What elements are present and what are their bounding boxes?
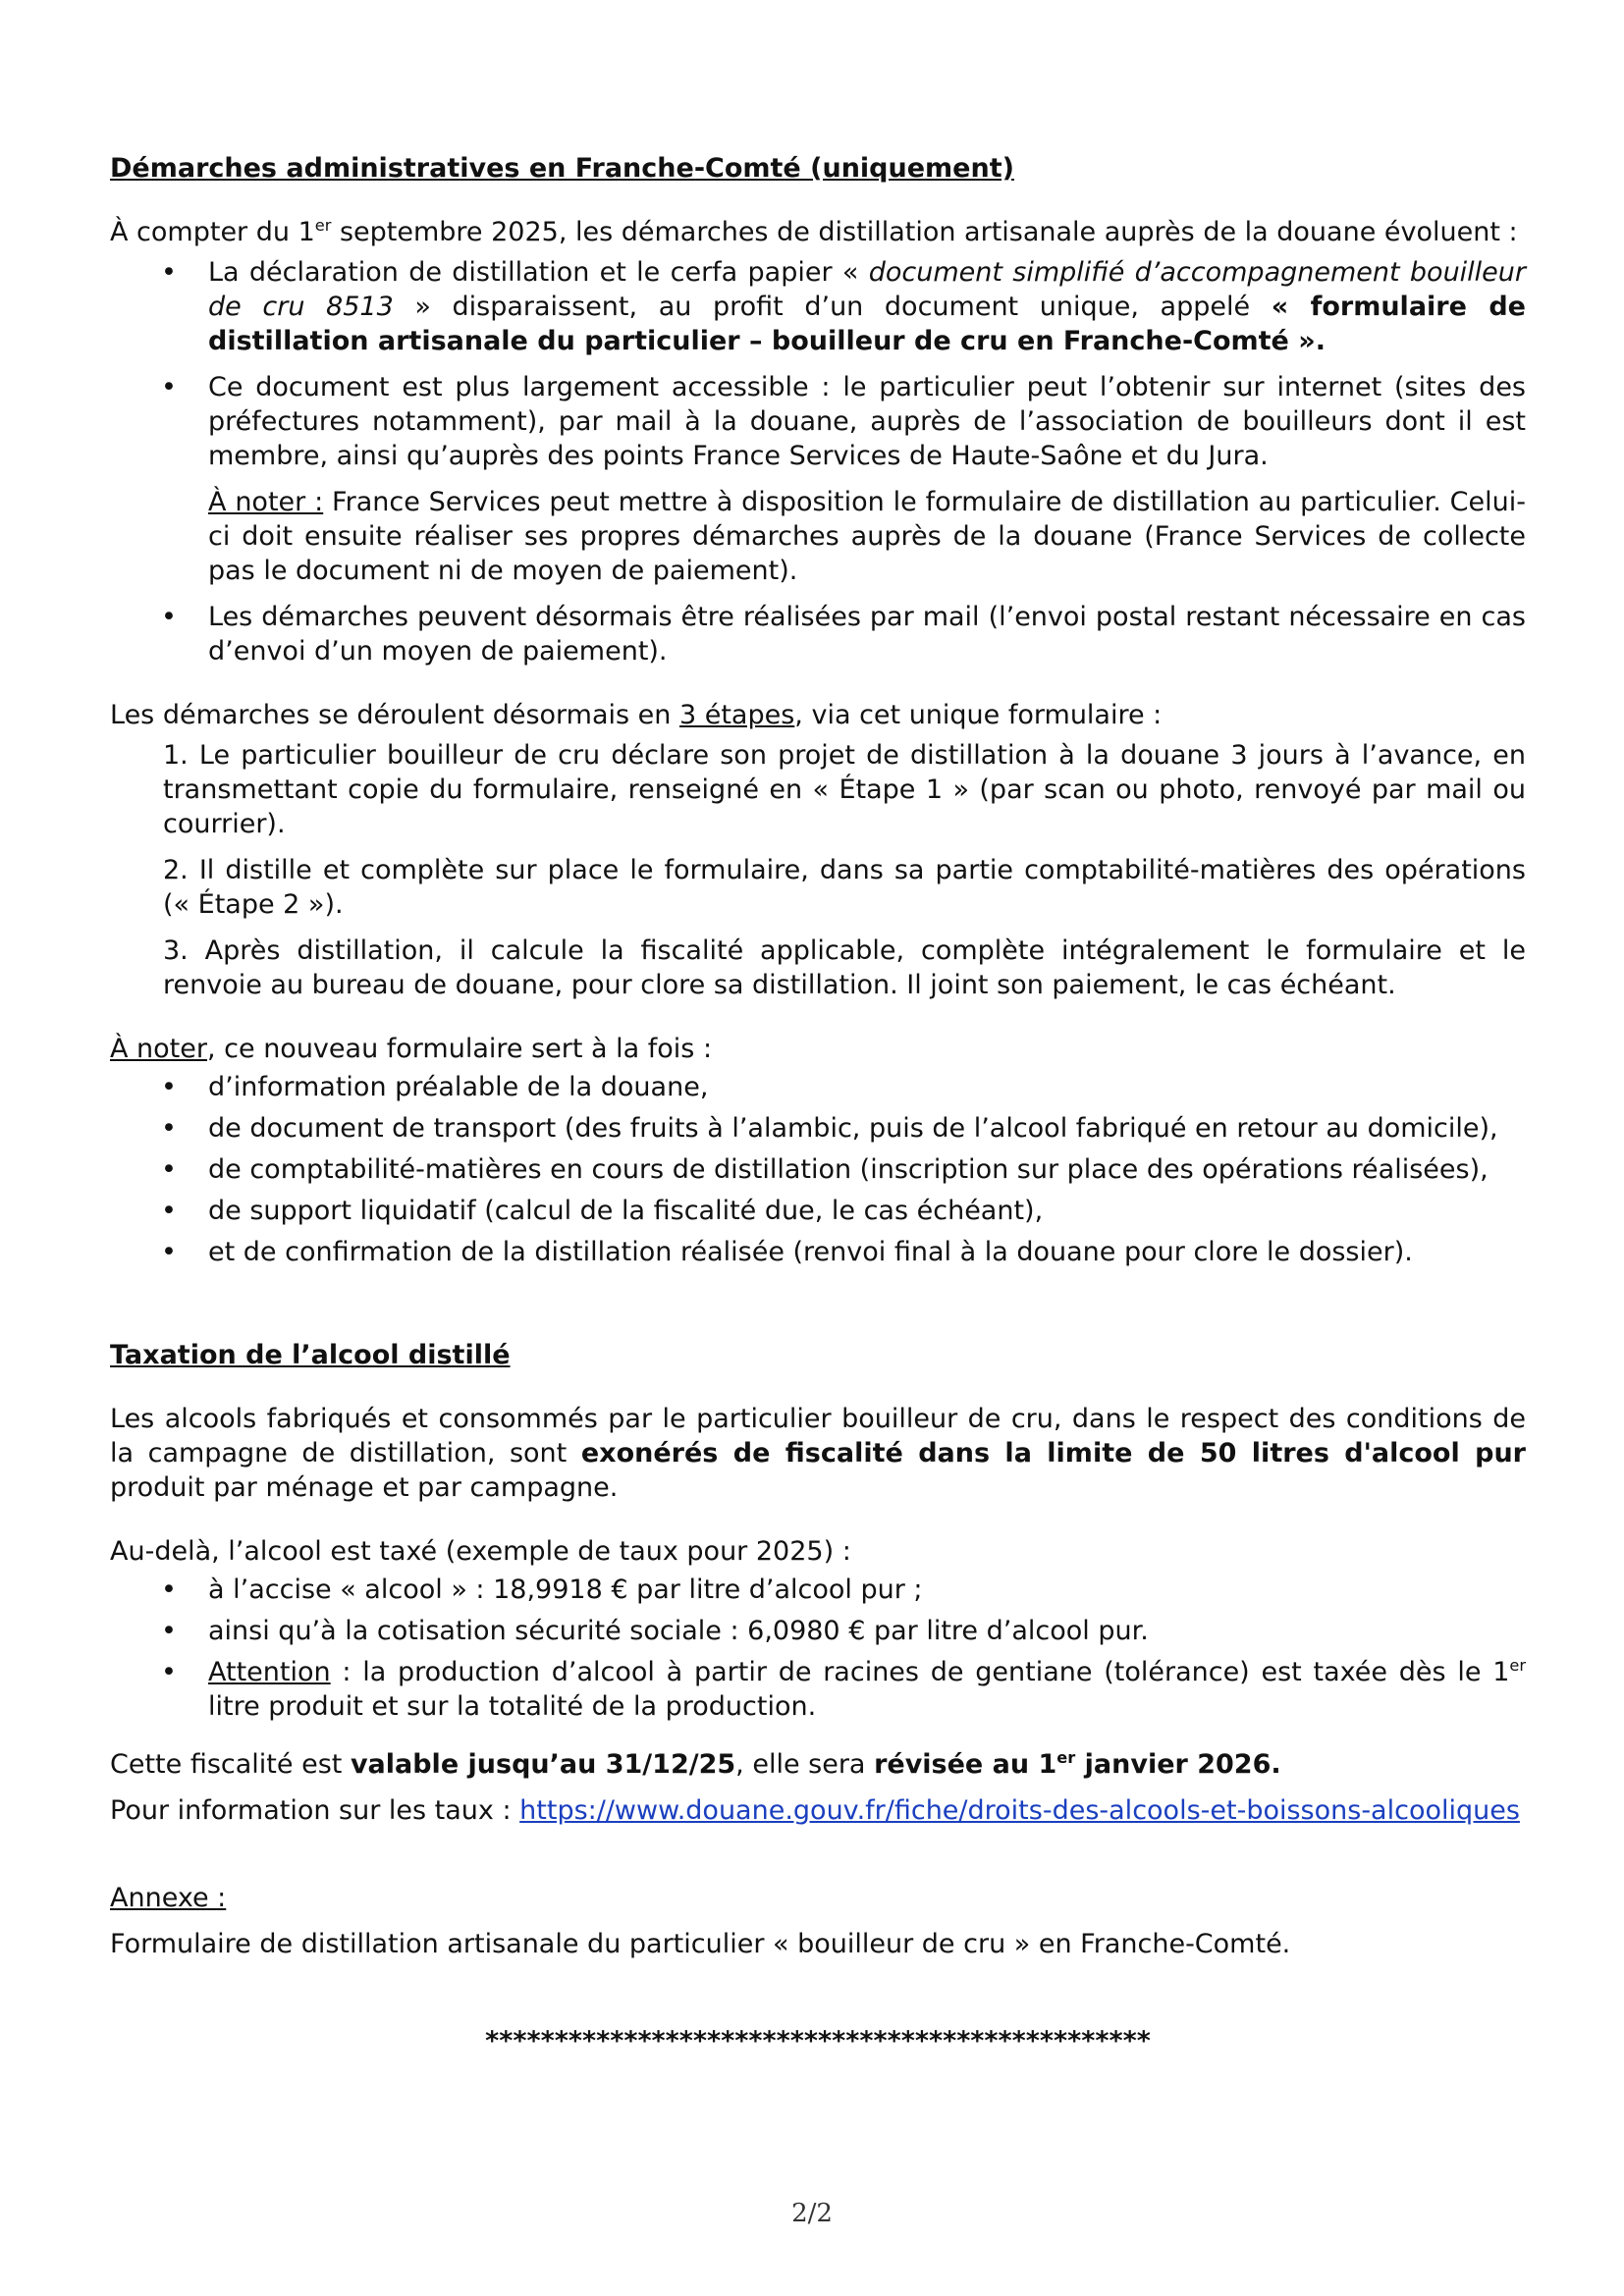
list-item: • Attention : la production d’alcool à partir de racines de gentiane (tolérance) est taxée dès le 1er litre produit et sur la totalité de la production.	[110, 1655, 1526, 1724]
annex-text: Formulaire de distillation artisanale du particulier « bouilleur de cru » en Franche-Comté.	[110, 1929, 1291, 1959]
note-france-services: À noter : France Services peut mettre à disposition le formulaire de distillation au particulier. Celui-ci doit ensuite réaliser ses propres démarches auprès de la douane (France Services de collecte pas le document ni de moyen de paiement).	[208, 487, 1526, 586]
section1-heading: Démarches administratives en Franche-Comté (uniquement)	[110, 153, 1014, 184]
section1-intro: À compter du 1er septembre 2025, les démarches de distillation artisanale auprès de la douane évoluent :	[110, 216, 1518, 247]
step-item: 1. Le particulier bouilleur de cru déclare son projet de distillation à la douane 3 jours à l’avance, en transmettant copie du formulaire, renseigné en « Étape 1 » (par scan ou photo, renvoyé par mail ou courrier).	[163, 740, 1526, 839]
document-page	[110, 147, 1526, 2058]
step-item: 2. Il distille et complète sur place le formulaire, dans sa partie comptabilité-matières des opérations (« Étape 2 »).	[163, 855, 1526, 920]
list-item: • de support liquidatif (calcul de la fiscalité due, le cas échéant),	[110, 1194, 1526, 1228]
list-item: • La déclaration de distillation et le cerfa papier « document simplifié d’accompagnement bouilleur de cru 8513 » disparaissent, au profit d’un document unique, appelé « formulaire de distillation artisanale du particulier – bouilleur de cru en Franche-Comté ».	[110, 255, 1526, 358]
section1-bullets	[110, 255, 1526, 473]
list-item: • ainsi qu’à la cotisation sécurité sociale : 6,0980 € par litre d’alcool pur.	[110, 1614, 1526, 1648]
section1-bullets-2	[110, 600, 1526, 668]
list-item: • Ce document est plus largement accessible : le particulier peut l’obtenir sur internet (sites des préfectures notamment), par mail à la douane, auprès de l’association de bouilleurs dont il est membre, ainsi qu’auprès des points France Services de Haute-Saône et du Jura.	[110, 370, 1526, 473]
rates-info: Pour information sur les taux : https://www.douane.gouv.fr/fiche/droits-des-alcools-et-boissons-alcooliques	[110, 1795, 1520, 1826]
section2-heading: Taxation de l’alcool distillé	[110, 1340, 511, 1370]
annex-label: Annexe :	[110, 1883, 227, 1913]
list-item: • et de confirmation de la distillation réalisée (renvoi final à la douane pour clore le dossier).	[110, 1235, 1526, 1269]
list-item: • de comptabilité-matières en cours de distillation (inscription sur place des opérations réalisées),	[110, 1152, 1526, 1187]
uses-list	[110, 1070, 1526, 1269]
list-item: • d’information préalable de la douane,	[110, 1070, 1526, 1104]
list-item: • à l’accise « alcool » : 18,9918 € par litre d’alcool pur ;	[110, 1573, 1526, 1607]
uses-intro: À noter, ce nouveau formulaire sert à la fois :	[110, 1034, 713, 1064]
page-number: 2/2	[791, 2199, 833, 2228]
list-item: • de document de transport (des fruits à l’alambic, puis de l’alcool fabriqué en retour au domicile),	[110, 1111, 1526, 1146]
steps-list	[110, 738, 1526, 1002]
exemption-paragraph: Les alcools fabriqués et consommés par le particulier bouilleur de cru, dans le respect des conditions de la campagne de distillation, sont exonérés de fiscalité dans la limite de 50 litres d'alcool pur produit par ménage et par campagne.	[110, 1404, 1526, 1503]
rates-link[interactable]: https://www.douane.gouv.fr/fiche/droits-des-alcools-et-boissons-alcooliques	[519, 1795, 1520, 1826]
separator: ************************************************	[485, 2026, 1151, 2056]
steps-intro: Les démarches se déroulent désormais en 3 étapes, via cet unique formulaire :	[110, 700, 1163, 730]
step-item: 3. Après distillation, il calcule la fiscalité applicable, complète intégralement le formulaire et le renvoie au bureau de douane, pour clore sa distillation. Il joint son paiement, le cas échéant.	[163, 935, 1526, 1000]
validity-paragraph: Cette fiscalité est valable jusqu’au 31/12/25, elle sera révisée au 1er janvier 2026.	[110, 1748, 1281, 1780]
tax-intro: Au-delà, l’alcool est taxé (exemple de taux pour 2025) :	[110, 1536, 851, 1567]
tax-list	[110, 1573, 1526, 1724]
list-item: • Les démarches peuvent désormais être réalisées par mail (l’envoi postal restant nécessaire en cas d’envoi d’un moyen de paiement).	[110, 600, 1526, 668]
